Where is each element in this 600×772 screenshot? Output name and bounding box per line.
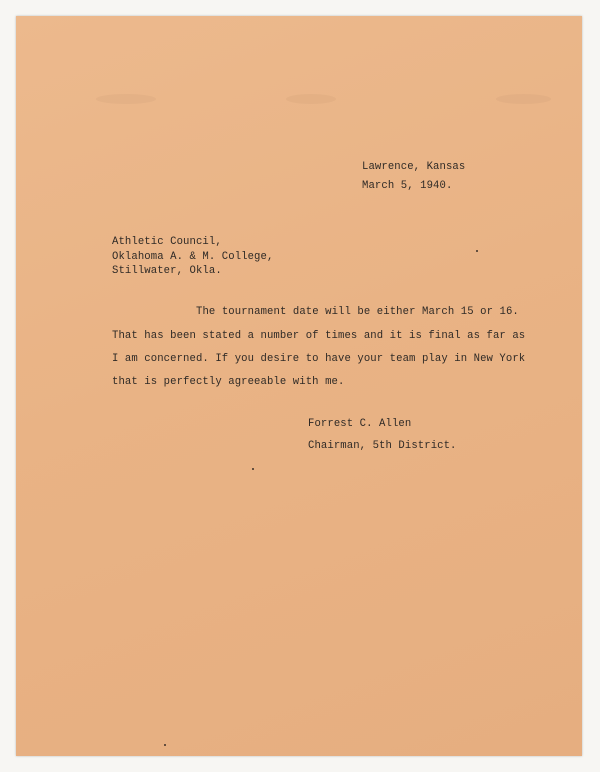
body-line-2: That has been stated a number of times and it is final as far as: [112, 330, 526, 342]
letter-place: Lawrence, Kansas: [362, 161, 466, 173]
faint-mark: [96, 94, 156, 104]
ink-speck: [164, 744, 166, 746]
recipient-line-2: Oklahoma A. & M. College,: [112, 251, 274, 263]
recipient-line-1: Athletic Council,: [112, 236, 222, 248]
recipient-line-3: Stillwater, Okla.: [112, 265, 222, 277]
ink-speck: [476, 250, 478, 252]
body-line-4: that is perfectly agreeable with me.: [112, 376, 345, 388]
faint-mark: [496, 94, 551, 104]
signature-title: Chairman, 5th District.: [308, 440, 457, 452]
body-line-1: The tournament date will be either March 15 or 16.: [196, 306, 519, 318]
letter-date: March 5, 1940.: [362, 180, 453, 192]
faint-mark: [286, 94, 336, 104]
signature-name: Forrest C. Allen: [308, 418, 412, 430]
body-line-3: I am concerned. If you desire to have your team play in New York: [112, 353, 526, 365]
ink-speck: [252, 468, 254, 470]
